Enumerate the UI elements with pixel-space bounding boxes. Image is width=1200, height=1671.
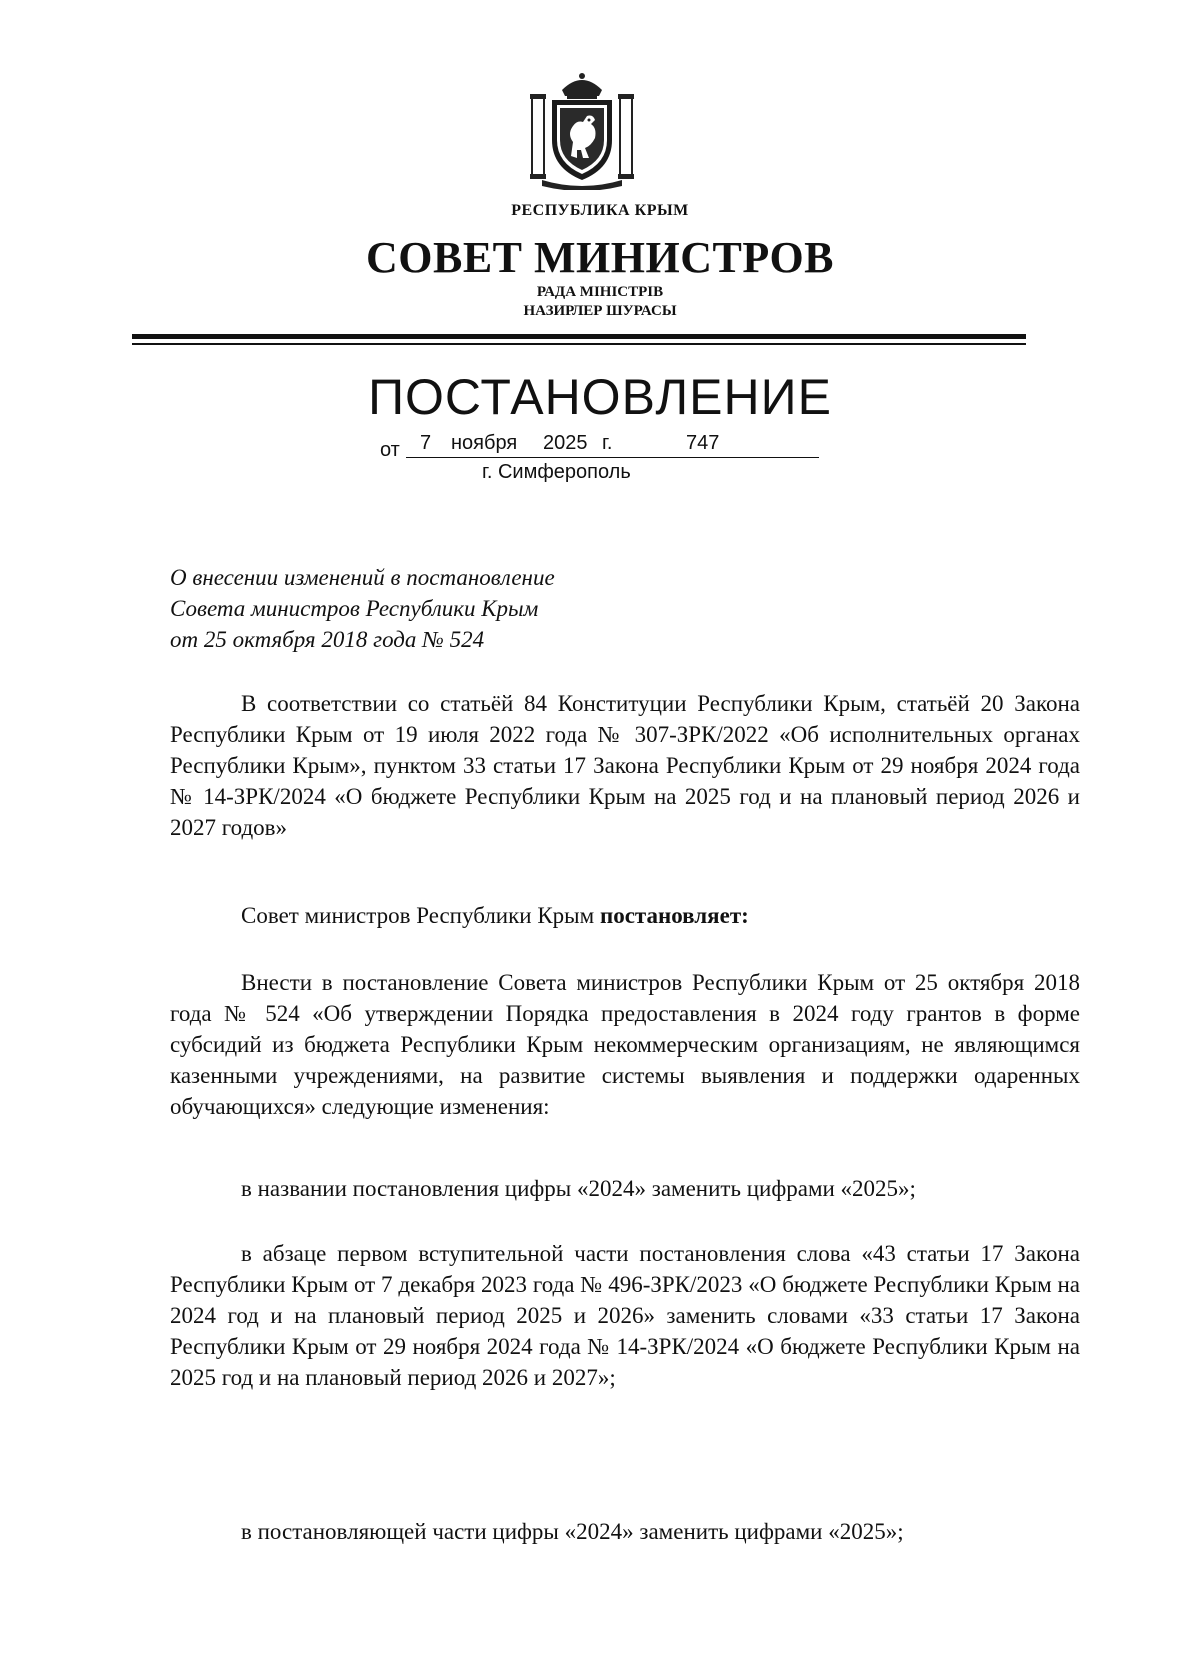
title-line: от 25 октября 2018 года № 524 <box>170 627 485 652</box>
amendment-item: в названии постановления цифры «2024» заменить цифрами «2025»; <box>241 1176 916 1201</box>
date-prefix: от <box>380 439 400 461</box>
council-heading-crimean-tatar: НАЗИРЛЕР ШУРАСЫ <box>523 303 677 319</box>
date-field <box>406 433 819 458</box>
legal-basis-paragraph: В соответствии со статьёй 84 Конституции Республики Крым, статьёй 20 Закона Республики Крым от 19 июля 2022 года № 307-ЗРК/2022 «Об исполнительных органах Республики Крым», пунктом 33 статьи 17 Закона Республики Крым от 29 ноября 2024 года № 14-ЗРК/2024 «О бюджете Республики Крым на 2025 год и на плановый период 2026 и 2027 годов» <box>170 691 1080 840</box>
republic-heading: РЕСПУБЛИКА КРЫМ <box>511 202 689 219</box>
amendment-item: в постановляющей части цифры «2024» заменить цифрами «2025»; <box>241 1519 904 1544</box>
resolution-paragraph <box>170 900 1080 931</box>
coat-of-arms-emblem <box>527 68 637 190</box>
resolution-verb: постановляет: <box>599 903 749 928</box>
council-heading-ukrainian: РАДА МІНІСТРІВ <box>536 284 664 300</box>
amendment-item: в абзаце первом вступительной части постановления слова «43 статьи 17 Закона Республики Крым от 7 декабря 2023 года № 496-ЗРК/2023 «О бюджете Республики Крым на 2024 год и на плановый период 2025 и 2026» заменить словами «33 статьи 17 Закона Республики Крым от 29 ноября 2024 года № 14-ЗРК/2024 «О бюджете Республики Крым на 2025 год и на плановый период 2026 и 2027»; <box>170 1241 1080 1390</box>
decree-title <box>170 562 555 655</box>
council-heading: СОВЕТ МИНИСТРОВ <box>365 233 835 282</box>
title-line: Совета министров Республики Крым <box>170 596 539 621</box>
decree-year-suffix: г. <box>602 432 613 454</box>
decree-city: г. Симферополь <box>482 461 631 483</box>
document-type-heading: ПОСТАНОВЛЕНИЕ <box>368 369 832 425</box>
header-divider-thin <box>132 343 1026 345</box>
decree-month: ноября <box>451 432 518 454</box>
decree-number: 747 <box>686 432 720 454</box>
title-line: О внесении изменений в постановление <box>170 565 555 590</box>
amendment-intro-paragraph: Внести в постановление Совета министров Республики Крым от 25 октября 2018 года № 524 «Об утверждении Порядка предоставления в 2024 году грантов в форме субсидий из бюджета Республики Крым некоммерческим организациям, не являющимся казенными учреждениями, на развитие системы выявления и поддержки одаренных обучающихся» следующие изменения: <box>170 970 1080 1119</box>
decree-year: 2025 <box>543 432 588 454</box>
decree-day: 7 <box>420 432 432 454</box>
header-divider-thick <box>132 334 1026 339</box>
resolution-prefix: Совет министров Республики Крым <box>241 903 595 928</box>
